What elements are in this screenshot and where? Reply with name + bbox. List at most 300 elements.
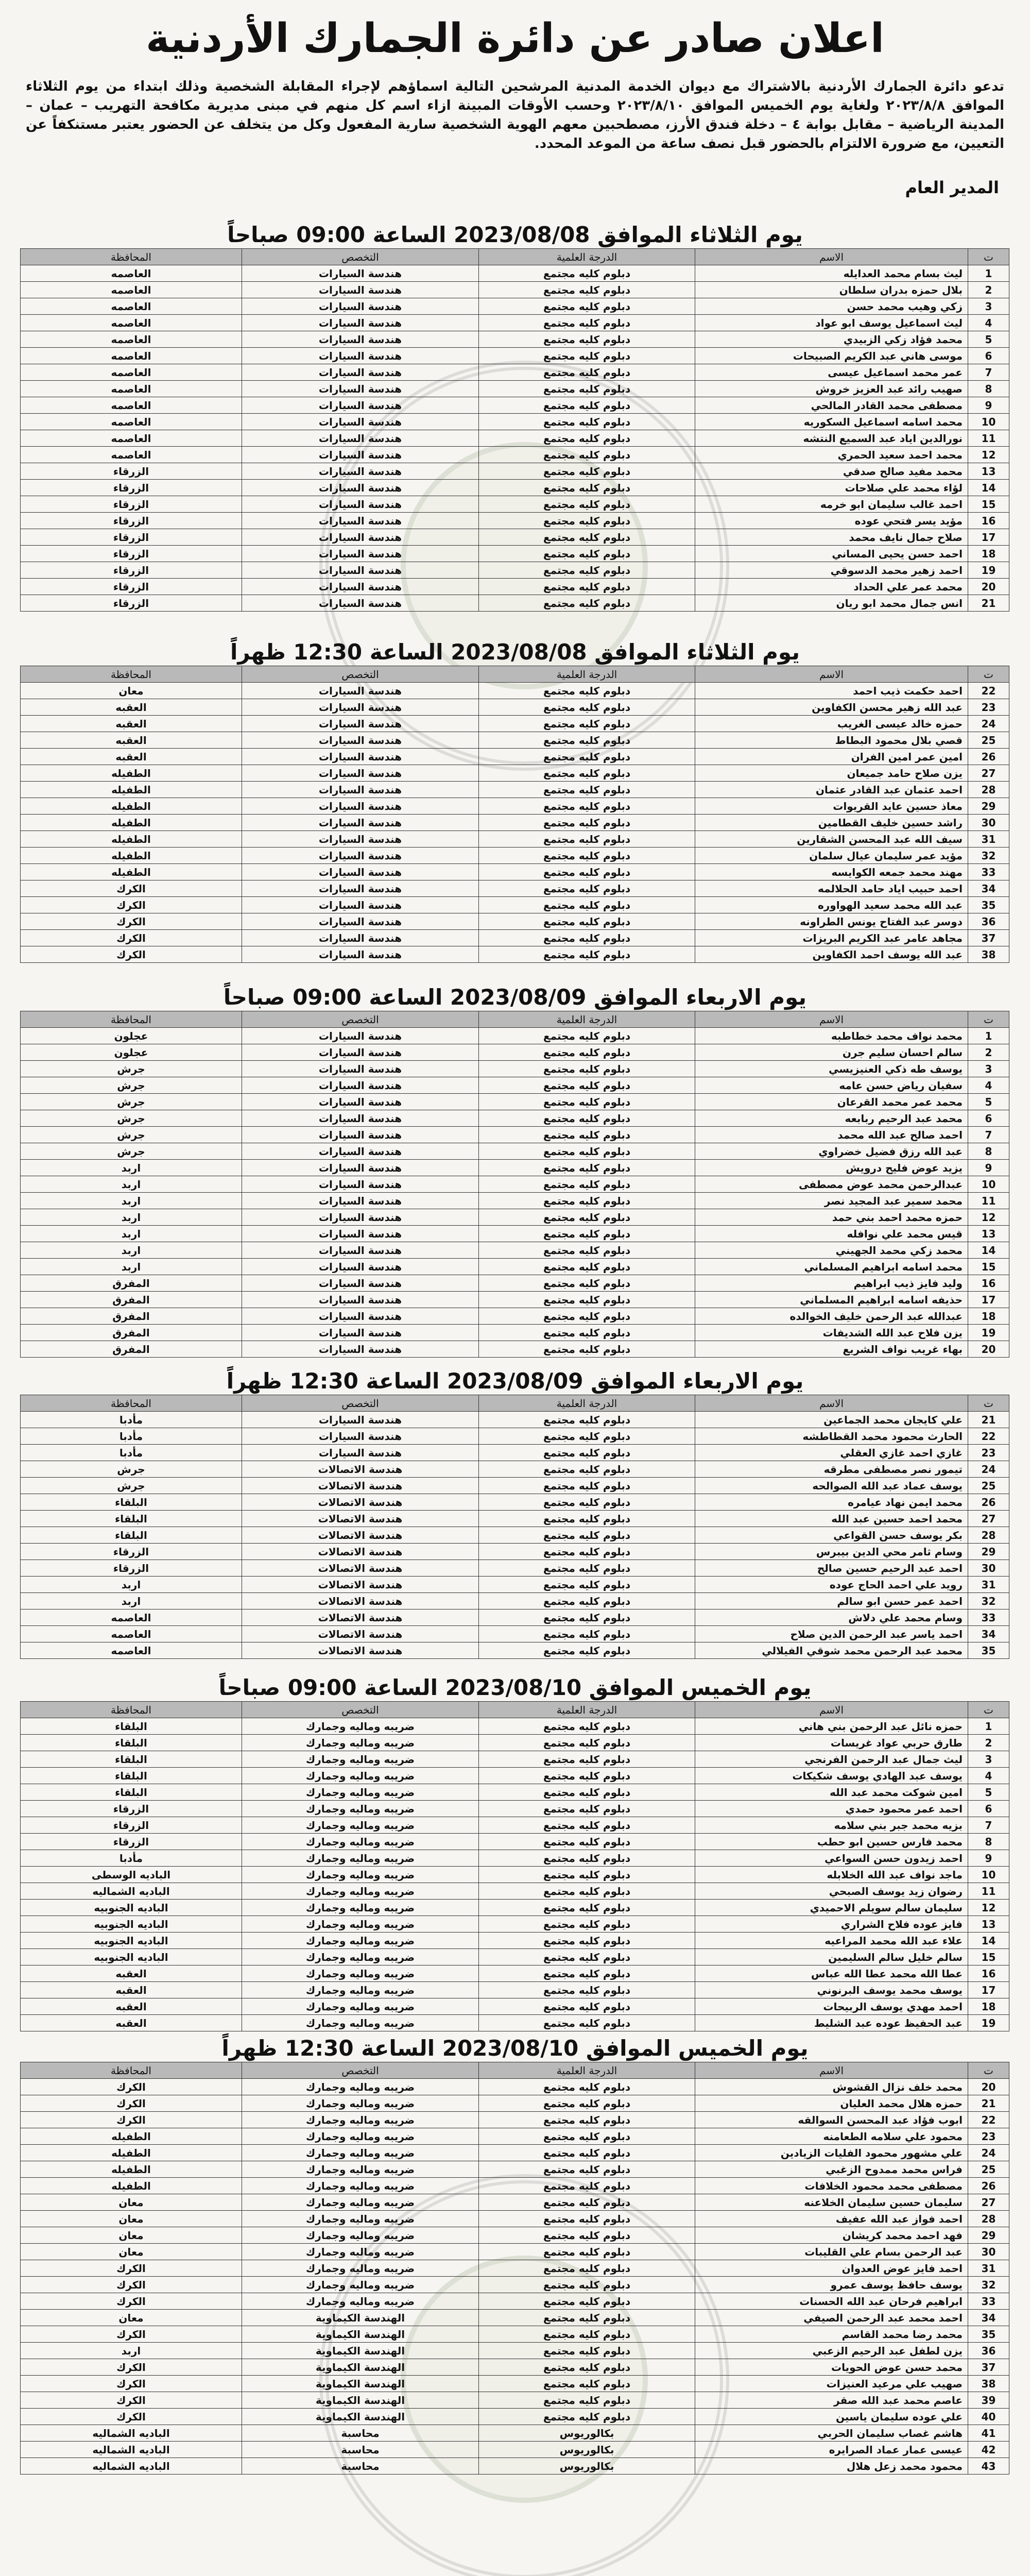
cell-name: يزيد عوض فليح درويش <box>695 1160 968 1176</box>
cell-specialty: هندسة السيارات <box>242 848 479 864</box>
column-header-n: ت <box>968 1011 1009 1028</box>
cell-name: احمد مهدي يوسف الربيحات <box>695 1998 968 2015</box>
cell-n: 4 <box>968 1077 1009 1094</box>
column-header-n: ت <box>968 249 1009 265</box>
cell-specialty: هندسة السيارات <box>242 716 479 732</box>
cell-governorate: العاصمه <box>21 447 242 463</box>
cell-n: 16 <box>968 1275 1009 1292</box>
cell-degree: دبلوم كليه مجتمع <box>479 2145 695 2161</box>
cell-name: سيف الله عبد المحسن الشقارين <box>695 831 968 848</box>
table-row <box>21 765 1009 782</box>
cell-name: امين شوكت محمد عبد الله <box>695 1784 968 1801</box>
cell-governorate: الكرك <box>21 2293 242 2310</box>
cell-governorate: البلقاء <box>21 1751 242 1768</box>
cell-name: يوسف محمد يوسف البرنوني <box>695 1982 968 1998</box>
cell-specialty: هندسة السيارات <box>242 529 479 546</box>
cell-specialty: محاسبة <box>242 2442 479 2458</box>
cell-n: 17 <box>968 529 1009 546</box>
cell-degree: دبلوم كليه مجتمع <box>479 2095 695 2112</box>
cell-governorate: البلقاء <box>21 1511 242 1527</box>
cell-n: 13 <box>968 1916 1009 1933</box>
cell-specialty: هندسة السيارات <box>242 683 479 699</box>
cell-specialty: ضريبه وماليه وجمارك <box>242 2178 479 2194</box>
table-header-row <box>21 249 1009 265</box>
table-row <box>21 1094 1009 1110</box>
cell-name: يوسف طه ذكي العنيزيسي <box>695 1061 968 1077</box>
cell-governorate: المفرق <box>21 1292 242 1308</box>
cell-name: فراس محمد ممدوح الزغبي <box>695 2161 968 2178</box>
cell-name: هاشم غصاب سليمان الحربي <box>695 2425 968 2442</box>
cell-governorate: الكرك <box>21 2392 242 2409</box>
cell-specialty: ضريبه وماليه وجمارك <box>242 2211 479 2227</box>
cell-n: 1 <box>968 265 1009 282</box>
cell-specialty: هندسة السيارات <box>242 265 479 282</box>
cell-governorate: مأدبا <box>21 1412 242 1428</box>
cell-degree: دبلوم كليه مجتمع <box>479 2194 695 2211</box>
table-row <box>21 798 1009 815</box>
table-row <box>21 1292 1009 1308</box>
cell-specialty: هندسة الاتصالات <box>242 1560 479 1577</box>
table-row <box>21 1933 1009 1949</box>
cell-governorate: البلقاء <box>21 1527 242 1544</box>
cell-degree: دبلوم كليه مجتمع <box>479 513 695 529</box>
cell-governorate: البلقاء <box>21 1735 242 1751</box>
cell-governorate: جرش <box>21 1127 242 1143</box>
table-header-row <box>21 1395 1009 1412</box>
cell-n: 3 <box>968 1061 1009 1077</box>
cell-specialty: محاسبة <box>242 2425 479 2442</box>
cell-name: محمد احمد حسين عبد الله <box>695 1511 968 1527</box>
cell-governorate: اربد <box>21 1593 242 1609</box>
cell-n: 38 <box>968 946 1009 963</box>
cell-degree: دبلوم كليه مجتمع <box>479 1593 695 1609</box>
cell-specialty: هندسة السيارات <box>242 1028 479 1044</box>
cell-n: 13 <box>968 463 1009 480</box>
cell-specialty: ضريبه وماليه وجمارك <box>242 1949 479 1965</box>
table-row <box>21 699 1009 716</box>
cell-n: 40 <box>968 2409 1009 2425</box>
cell-degree: دبلوم كليه مجتمع <box>479 1176 695 1193</box>
cell-specialty: هندسة الاتصالات <box>242 1626 479 1642</box>
cell-specialty: هندسة السيارات <box>242 1176 479 1193</box>
cell-degree: دبلوم كليه مجتمع <box>479 1560 695 1577</box>
cell-specialty: هندسة السيارات <box>242 1094 479 1110</box>
cell-degree: دبلوم كليه مجتمع <box>479 1626 695 1642</box>
cell-governorate: الطفيله <box>21 2145 242 2161</box>
cell-specialty: هندسة الاتصالات <box>242 1461 479 1478</box>
table-row <box>21 1883 1009 1900</box>
cell-degree: دبلوم كليه مجتمع <box>479 348 695 364</box>
table-row <box>21 897 1009 913</box>
cell-degree: دبلوم كليه مجتمع <box>479 1193 695 1209</box>
table-row <box>21 1044 1009 1061</box>
cell-specialty: هندسة السيارات <box>242 331 479 348</box>
cell-governorate: عجلون <box>21 1028 242 1044</box>
cell-governorate: جرش <box>21 1143 242 1160</box>
cell-name: احمد حسن يحيى المساني <box>695 546 968 562</box>
cell-governorate: الطفيله <box>21 798 242 815</box>
cell-n: 30 <box>968 815 1009 831</box>
cell-degree: دبلوم كليه مجتمع <box>479 1768 695 1784</box>
cell-governorate: مأدبا <box>21 1850 242 1867</box>
cell-degree: دبلوم كليه مجتمع <box>479 913 695 930</box>
cell-name: سليمان سالم سويلم الاحميدي <box>695 1900 968 1916</box>
cell-degree: دبلوم كليه مجتمع <box>479 1735 695 1751</box>
cell-governorate: الطفيله <box>21 765 242 782</box>
cell-name: ابوب فؤاد عبد المحسن السوالقه <box>695 2112 968 2128</box>
cell-specialty: ضريبه وماليه وجمارك <box>242 1834 479 1850</box>
cell-degree: دبلوم كليه مجتمع <box>479 1461 695 1478</box>
cell-n: 1 <box>968 1718 1009 1735</box>
cell-specialty: ضريبه وماليه وجمارك <box>242 1751 479 1768</box>
cell-name: ابراهيم فرحان عبد الله الحسنات <box>695 2293 968 2310</box>
cell-specialty: ضريبه وماليه وجمارك <box>242 1933 479 1949</box>
cell-name: سفيان رياض حسن عامه <box>695 1077 968 1094</box>
cell-n: 20 <box>968 2079 1009 2095</box>
cell-specialty: هندسة السيارات <box>242 1445 479 1461</box>
table-row <box>21 381 1009 397</box>
cell-specialty: ضريبه وماليه وجمارك <box>242 2112 479 2128</box>
cell-name: محمد ايمن نهاد عيامره <box>695 1494 968 1511</box>
column-header-degree: الدرجة العلمية <box>479 666 695 683</box>
cell-specialty: هندسة السيارات <box>242 546 479 562</box>
cell-n: 10 <box>968 1867 1009 1883</box>
cell-name: محمد رضا محمد القاسم <box>695 2326 968 2343</box>
cell-degree: دبلوم كليه مجتمع <box>479 579 695 595</box>
cell-n: 35 <box>968 2326 1009 2343</box>
cell-n: 22 <box>968 683 1009 699</box>
cell-n: 14 <box>968 480 1009 496</box>
table-row <box>21 1341 1009 1358</box>
cell-n: 42 <box>968 2442 1009 2458</box>
cell-specialty: هندسة السيارات <box>242 699 479 716</box>
cell-n: 17 <box>968 1292 1009 1308</box>
cell-specialty: هندسة السيارات <box>242 880 479 897</box>
cell-n: 37 <box>968 930 1009 946</box>
table-row <box>21 1428 1009 1445</box>
cell-governorate: معان <box>21 2244 242 2260</box>
cell-n: 35 <box>968 1642 1009 1659</box>
cell-n: 18 <box>968 546 1009 562</box>
cell-degree: دبلوم كليه مجتمع <box>479 765 695 782</box>
cell-specialty: هندسة السيارات <box>242 364 479 381</box>
cell-specialty: الهندسة الكيماوية <box>242 2392 479 2409</box>
cell-n: 14 <box>968 1242 1009 1259</box>
cell-specialty: هندسة السيارات <box>242 749 479 765</box>
cell-n: 34 <box>968 880 1009 897</box>
cell-governorate: الباديه الشماليه <box>21 2442 242 2458</box>
cell-specialty: هندسة السيارات <box>242 1412 479 1428</box>
cell-name: يزن لطفل عبد الرحيم الزعبي <box>695 2343 968 2359</box>
column-header-n: ت <box>968 1395 1009 1412</box>
table-row <box>21 2343 1009 2359</box>
cell-degree: دبلوم كليه مجتمع <box>479 1209 695 1226</box>
cell-name: حمزه هلال محمد العليان <box>695 2095 968 2112</box>
table-row <box>21 1445 1009 1461</box>
table-row <box>21 315 1009 331</box>
cell-degree: دبلوم كليه مجتمع <box>479 1325 695 1341</box>
cell-specialty: ضريبه وماليه وجمارك <box>242 1867 479 1883</box>
cell-n: 34 <box>968 2310 1009 2326</box>
cell-specialty: هندسة السيارات <box>242 1308 479 1325</box>
cell-n: 9 <box>968 397 1009 414</box>
session-block <box>21 639 1009 963</box>
column-header-degree: الدرجة العلمية <box>479 1702 695 1718</box>
cell-degree: دبلوم كليه مجتمع <box>479 414 695 430</box>
cell-governorate: العقبه <box>21 2015 242 2031</box>
session-title: يوم الاربعاء الموافق 2023/08/09 الساعة 09:00 صباحاً <box>223 985 807 1010</box>
cell-degree: دبلوم كليه مجتمع <box>479 2310 695 2326</box>
cell-degree: دبلوم كليه مجتمع <box>479 880 695 897</box>
cell-name: حمزه خالد عيسى الغريب <box>695 716 968 732</box>
cell-degree: دبلوم كليه مجتمع <box>479 1110 695 1127</box>
cell-n: 26 <box>968 2178 1009 2194</box>
cell-n: 23 <box>968 699 1009 716</box>
cell-name: ماجد نواف عبد الله الخلابله <box>695 1867 968 1883</box>
director-signature: المدير العام <box>905 178 999 197</box>
cell-name: بكر يوسف حسن القواعي <box>695 1527 968 1544</box>
cell-name: معاذ حسين عايد القريوات <box>695 798 968 815</box>
cell-degree: دبلوم كليه مجتمع <box>479 782 695 798</box>
cell-specialty: الهندسة الكيماوية <box>242 2343 479 2359</box>
cell-degree: بكالوريوس <box>479 2458 695 2475</box>
table-row <box>21 2392 1009 2409</box>
cell-name: عبد الله زهير محسن الكفاوين <box>695 699 968 716</box>
table-row <box>21 2293 1009 2310</box>
cell-n: 28 <box>968 1527 1009 1544</box>
cell-specialty: ضريبه وماليه وجمارك <box>242 2260 479 2277</box>
cell-specialty: هندسة السيارات <box>242 298 479 315</box>
table-row <box>21 529 1009 546</box>
cell-degree: دبلوم كليه مجتمع <box>479 1784 695 1801</box>
column-header-degree: الدرجة العلمية <box>479 249 695 265</box>
cell-name: صلاح جمال نايف محمد <box>695 529 968 546</box>
cell-specialty: ضريبه وماليه وجمارك <box>242 1900 479 1916</box>
cell-governorate: الزرقاء <box>21 546 242 562</box>
cell-specialty: ضريبه وماليه وجمارك <box>242 2079 479 2095</box>
cell-specialty: هندسة السيارات <box>242 595 479 612</box>
cell-degree: دبلوم كليه مجتمع <box>479 2079 695 2095</box>
table-row <box>21 2458 1009 2475</box>
cell-degree: دبلوم كليه مجتمع <box>479 430 695 447</box>
cell-name: تيمور نصر مصطفى مطرقه <box>695 1461 968 1478</box>
table-row <box>21 1850 1009 1867</box>
cell-specialty: هندسة السيارات <box>242 765 479 782</box>
cell-n: 12 <box>968 447 1009 463</box>
cell-specialty: هندسة الاتصالات <box>242 1577 479 1593</box>
cell-specialty: هندسة الاتصالات <box>242 1527 479 1544</box>
cell-name: فهد احمد محمد كريشان <box>695 2227 968 2244</box>
cell-n: 10 <box>968 1176 1009 1193</box>
cell-name: يوسف عبد الهادي يوسف شكيكات <box>695 1768 968 1784</box>
cell-specialty: هندسة السيارات <box>242 1110 479 1127</box>
cell-specialty: هندسة السيارات <box>242 463 479 480</box>
cell-name: مؤيد يسر فتحي عوده <box>695 513 968 529</box>
cell-degree: دبلوم كليه مجتمع <box>479 1308 695 1325</box>
cell-governorate: البلقاء <box>21 1784 242 1801</box>
table-row <box>21 1593 1009 1609</box>
cell-governorate: معان <box>21 2227 242 2244</box>
cell-specialty: ضريبه وماليه وجمارك <box>242 2293 479 2310</box>
table-row <box>21 364 1009 381</box>
cell-governorate: الزرقاء <box>21 513 242 529</box>
table-row <box>21 2359 1009 2376</box>
cell-n: 32 <box>968 848 1009 864</box>
cell-degree: دبلوم كليه مجتمع <box>479 732 695 749</box>
cell-specialty: هندسة السيارات <box>242 930 479 946</box>
cell-governorate: اربد <box>21 2343 242 2359</box>
cell-governorate: اربد <box>21 1160 242 1176</box>
session-block <box>21 1674 1009 2031</box>
cell-name: امين عمر امين الفران <box>695 749 968 765</box>
cell-degree: دبلوم كليه مجتمع <box>479 1445 695 1461</box>
cell-name: بلال حمزه بدران سلطان <box>695 282 968 298</box>
cell-degree: دبلوم كليه مجتمع <box>479 2015 695 2031</box>
cell-specialty: هندسة السيارات <box>242 1143 479 1160</box>
cell-n: 11 <box>968 1193 1009 1209</box>
cell-governorate: البلقاء <box>21 1718 242 1735</box>
cell-name: وليد فايز ذيب ابراهيم <box>695 1275 968 1292</box>
cell-specialty: هندسة السيارات <box>242 562 479 579</box>
cell-degree: دبلوم كليه مجتمع <box>479 381 695 397</box>
cell-governorate: العقبه <box>21 1982 242 1998</box>
cell-specialty: هندسة الاتصالات <box>242 1544 479 1560</box>
cell-specialty: هندسة السيارات <box>242 430 479 447</box>
table-row <box>21 1110 1009 1127</box>
cell-degree: دبلوم كليه مجتمع <box>479 683 695 699</box>
cell-specialty: ضريبه وماليه وجمارك <box>242 1801 479 1817</box>
session-block <box>21 1368 1009 1659</box>
table-row <box>21 513 1009 529</box>
table-row <box>21 414 1009 430</box>
cell-n: 38 <box>968 2376 1009 2392</box>
cell-n: 33 <box>968 864 1009 880</box>
cell-n: 7 <box>968 364 1009 381</box>
cell-specialty: هندسة السيارات <box>242 782 479 798</box>
cell-n: 30 <box>968 1560 1009 1577</box>
intro-paragraph: تدعو دائرة الجمارك الأردنية بالاشتراك مع ديوان الخدمة المدنية المرشحين التالية اسماؤهم لإجراء المقابلة الشخصية وذلك ابتداء من يوم الثلاثاء الموافق ٢٠٢٣/٨/٨ ولغاية يوم الخميس الموافق ٢٠٢٣/٨/١٠ وحسب الأوقات المبينة ازاء اسم كل منهم في مبنى مديرية مكافحة التهريب – عمان – المدينة الرياضية – مقابل بوابة ٤ – دخلة فندق الأرز، مصطحبين معهم الهوية الشخصية سارية المفعول وكل من يتخلف عن الحضور يعتبر مستنكفاً عن التعيين، مع ضرورة الالتزام بالحضور قبل نصف ساعة من الموعد المحدد. <box>26 79 1004 151</box>
cell-name: احمد فايز عوض العدوان <box>695 2260 968 2277</box>
table-row <box>21 2128 1009 2145</box>
column-header-name: الاسم <box>695 1395 968 1412</box>
table-row <box>21 946 1009 963</box>
cell-n: 21 <box>968 595 1009 612</box>
column-header-name: الاسم <box>695 1011 968 1028</box>
cell-specialty: هندسة السيارات <box>242 1292 479 1308</box>
cell-governorate: المفرق <box>21 1341 242 1358</box>
table-row <box>21 1949 1009 1965</box>
cell-specialty: ضريبه وماليه وجمارك <box>242 1735 479 1751</box>
cell-degree: دبلوم كليه مجتمع <box>479 1933 695 1949</box>
cell-specialty: الهندسة الكيماوية <box>242 2310 479 2326</box>
table-row <box>21 2211 1009 2227</box>
cell-n: 2 <box>968 1044 1009 1061</box>
table-row <box>21 1642 1009 1659</box>
table-row <box>21 732 1009 749</box>
cell-degree: دبلوم كليه مجتمع <box>479 1982 695 1998</box>
table-row <box>21 2227 1009 2244</box>
cell-name: علي مشهور محمود الفليات الزيادين <box>695 2145 968 2161</box>
cell-governorate: جرش <box>21 1110 242 1127</box>
table-row <box>21 1998 1009 2015</box>
cell-degree: دبلوم كليه مجتمع <box>479 848 695 864</box>
cell-n: 33 <box>968 2293 1009 2310</box>
cell-name: يزن صلاح حامد جميعان <box>695 765 968 782</box>
column-header-specialty: التخصص <box>242 666 479 683</box>
cell-name: عبد الله يوسف احمد الكفاوين <box>695 946 968 963</box>
cell-specialty: هندسة السيارات <box>242 815 479 831</box>
cell-governorate: الباديه الشماليه <box>21 2425 242 2442</box>
cell-n: 29 <box>968 1544 1009 1560</box>
cell-specialty: هندسة السيارات <box>242 1242 479 1259</box>
cell-specialty: هندسة السيارات <box>242 447 479 463</box>
table-row <box>21 1718 1009 1735</box>
cell-n: 39 <box>968 2392 1009 2409</box>
cell-governorate: المفرق <box>21 1275 242 1292</box>
cell-n: 25 <box>968 732 1009 749</box>
cell-governorate: العاصمه <box>21 265 242 282</box>
cell-governorate: العقبه <box>21 716 242 732</box>
table-row <box>21 447 1009 463</box>
table-row <box>21 1308 1009 1325</box>
table-row <box>21 1768 1009 1784</box>
cell-degree: دبلوم كليه مجتمع <box>479 2409 695 2425</box>
cell-governorate: جرش <box>21 1478 242 1494</box>
column-header-specialty: التخصص <box>242 1011 479 1028</box>
cell-degree: دبلوم كليه مجتمع <box>479 2244 695 2260</box>
table-row <box>21 1209 1009 1226</box>
cell-governorate: الطفيله <box>21 2178 242 2194</box>
cell-specialty: هندسة السيارات <box>242 282 479 298</box>
cell-n: 5 <box>968 331 1009 348</box>
column-header-specialty: التخصص <box>242 1702 479 1718</box>
table-row <box>21 2277 1009 2293</box>
cell-n: 14 <box>968 1933 1009 1949</box>
column-header-name: الاسم <box>695 1702 968 1718</box>
cell-degree: دبلوم كليه مجتمع <box>479 1061 695 1077</box>
column-header-name: الاسم <box>695 249 968 265</box>
session-title: يوم الخميس الموافق 2023/08/10 الساعة 09:00 صباحاً <box>218 1675 812 1700</box>
cell-governorate: الزرقاء <box>21 1801 242 1817</box>
cell-specialty: هندسة الاتصالات <box>242 1593 479 1609</box>
cell-degree: دبلوم كليه مجتمع <box>479 447 695 463</box>
cell-degree: دبلوم كليه مجتمع <box>479 1077 695 1094</box>
cell-governorate: الطفيله <box>21 2161 242 2178</box>
cell-degree: دبلوم كليه مجتمع <box>479 1028 695 1044</box>
table-row <box>21 1226 1009 1242</box>
table-row <box>21 831 1009 848</box>
cell-degree: دبلوم كليه مجتمع <box>479 798 695 815</box>
cell-n: 25 <box>968 1478 1009 1494</box>
cell-specialty: هندسة السيارات <box>242 1193 479 1209</box>
cell-degree: دبلوم كليه مجتمع <box>479 2343 695 2359</box>
cell-governorate: العاصمه <box>21 298 242 315</box>
cell-governorate: معان <box>21 683 242 699</box>
cell-n: 36 <box>968 2343 1009 2359</box>
cell-degree: دبلوم كليه مجتمع <box>479 1642 695 1659</box>
table-row <box>21 2326 1009 2343</box>
cell-degree: دبلوم كليه مجتمع <box>479 946 695 963</box>
cell-name: الحارث محمود محمد القطاطشه <box>695 1428 968 1445</box>
cell-degree: دبلوم كليه مجتمع <box>479 562 695 579</box>
cell-specialty: هندسة السيارات <box>242 1275 479 1292</box>
cell-degree: دبلوم كليه مجتمع <box>479 1160 695 1176</box>
cell-governorate: اربد <box>21 1209 242 1226</box>
candidates-table <box>20 666 1009 963</box>
table-row <box>21 562 1009 579</box>
cell-governorate: الكرك <box>21 946 242 963</box>
table-row <box>21 848 1009 864</box>
